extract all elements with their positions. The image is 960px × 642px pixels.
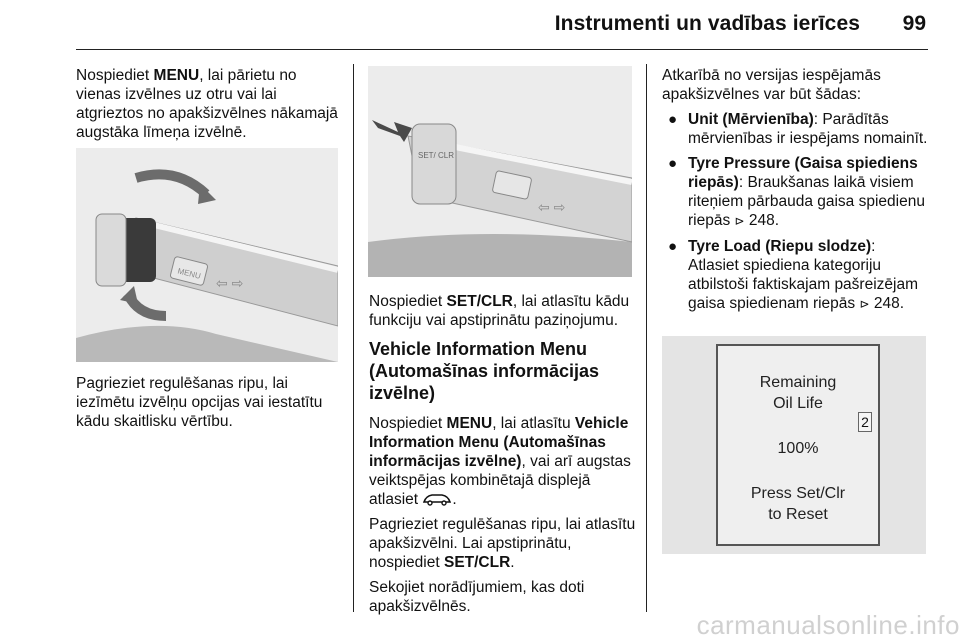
display-line-oil-life: Oil Life [773,395,823,412]
oil-life-display-screen [716,344,880,546]
paragraph-vehicle-info: Nospiediet MENU, lai atlasītu Vehicle Information Menu (Automašīnas informācijas izvēlne), vai arī augstas veiktspējas kombinētajā displejā atlasiet . [369,415,631,508]
figure-oil-life-display [662,336,926,554]
svg-text:⇦ ⇨: ⇦ ⇨ [216,275,244,291]
paragraph-set-clr: Nospiediet SET/CLR, lai atlasītu kādu funkciju vai apstiprinātu paziņojumu. [369,293,630,329]
column-2 [369,292,637,622]
submenu-list [662,110,928,314]
page-reference[interactable]: 248 [873,295,900,312]
watermark-url: carmanualsonline.info [696,610,960,640]
svg-text:⇦ ⇨: ⇦ ⇨ [538,199,566,215]
set-clr-label: SET/ CLR [418,151,455,160]
page-header-title: Instrumenti un vadības ierīces [554,12,860,35]
figure-dial-rotation [76,148,338,362]
column-1 [76,66,342,148]
paragraph-submenus-intro: Atkarībā no versijas iespējamās apakšizvēlnes var būt šādas: [662,67,881,103]
bullet-icon: ● [668,155,678,172]
column-rule-2 [646,64,647,612]
column-1-lower [76,374,342,437]
list-item: ● Tyre Load (Riepu slodze): Atlasiet spiediena kategoriju atbilstoši faktiskajam pašreizējam gaisa spiedienam riepās ⊳ 248. [668,238,919,312]
bullet-icon: ● [668,238,678,255]
paragraph-follow-instructions: Sekojiet norādījumiem, kas doti apakšizvēlnēs. [369,579,585,615]
list-item: ● Unit (Mērvienība): Parādītās mērvienības ir iespējams nomainīt. [668,111,928,147]
paragraph-menu: Nospiediet MENU, lai pārietu no vienas izvēlnes uz otru vai lai atgrieztos no apakšizvēlnes nākamajā augstāka līmeņa izvēlnē. [76,67,338,141]
figure-set-clr-button [368,66,632,277]
car-icon [422,492,452,506]
paragraph-dial: Pagrieziet regulēšanas ripu, lai iezīmētu izvēlņu opcijas vai iestatītu kādu skaitlisku vērtību. [76,375,323,430]
section-heading-vehicle-info: Vehicle Information Menu (Automašīnas informācijas izvēlne) [369,339,600,403]
page-number: 99 [902,12,926,35]
bullet-icon: ● [668,111,678,128]
page-reference-icon: ⊳ [734,214,745,228]
menu-button-label: MENU [176,266,202,281]
page-reference-icon: ⊳ [859,297,870,311]
stalk-set-clr-illustration [368,66,632,277]
paragraph-submenu-select: Pagrieziet regulēšanas ripu, lai atlasītu apakšizvēlni. Lai apstiprinātu, nospiediet SET/CLR. [369,516,636,571]
column-3 [662,66,928,320]
stalk-dial-illustration [76,148,338,362]
list-item: ● Tyre Pressure (Gaisa spiediens riepās): Braukšanas laikā visiem riteņiem pārbauda gaisa spiedienu riepās ⊳ 248. [668,155,925,229]
display-line-to-reset: to Reset [768,506,828,523]
menu-term: MENU [153,67,200,84]
display-oil-life-value: 100% [777,440,819,457]
header-rule [76,49,928,50]
page-reference[interactable]: 248 [748,212,775,229]
display-line-press-set-clr: Press Set/Clr [750,485,846,502]
display-line-remaining: Remaining [759,374,837,391]
column-rule-1 [353,64,354,612]
figure-callout-number: 2 [858,412,872,432]
